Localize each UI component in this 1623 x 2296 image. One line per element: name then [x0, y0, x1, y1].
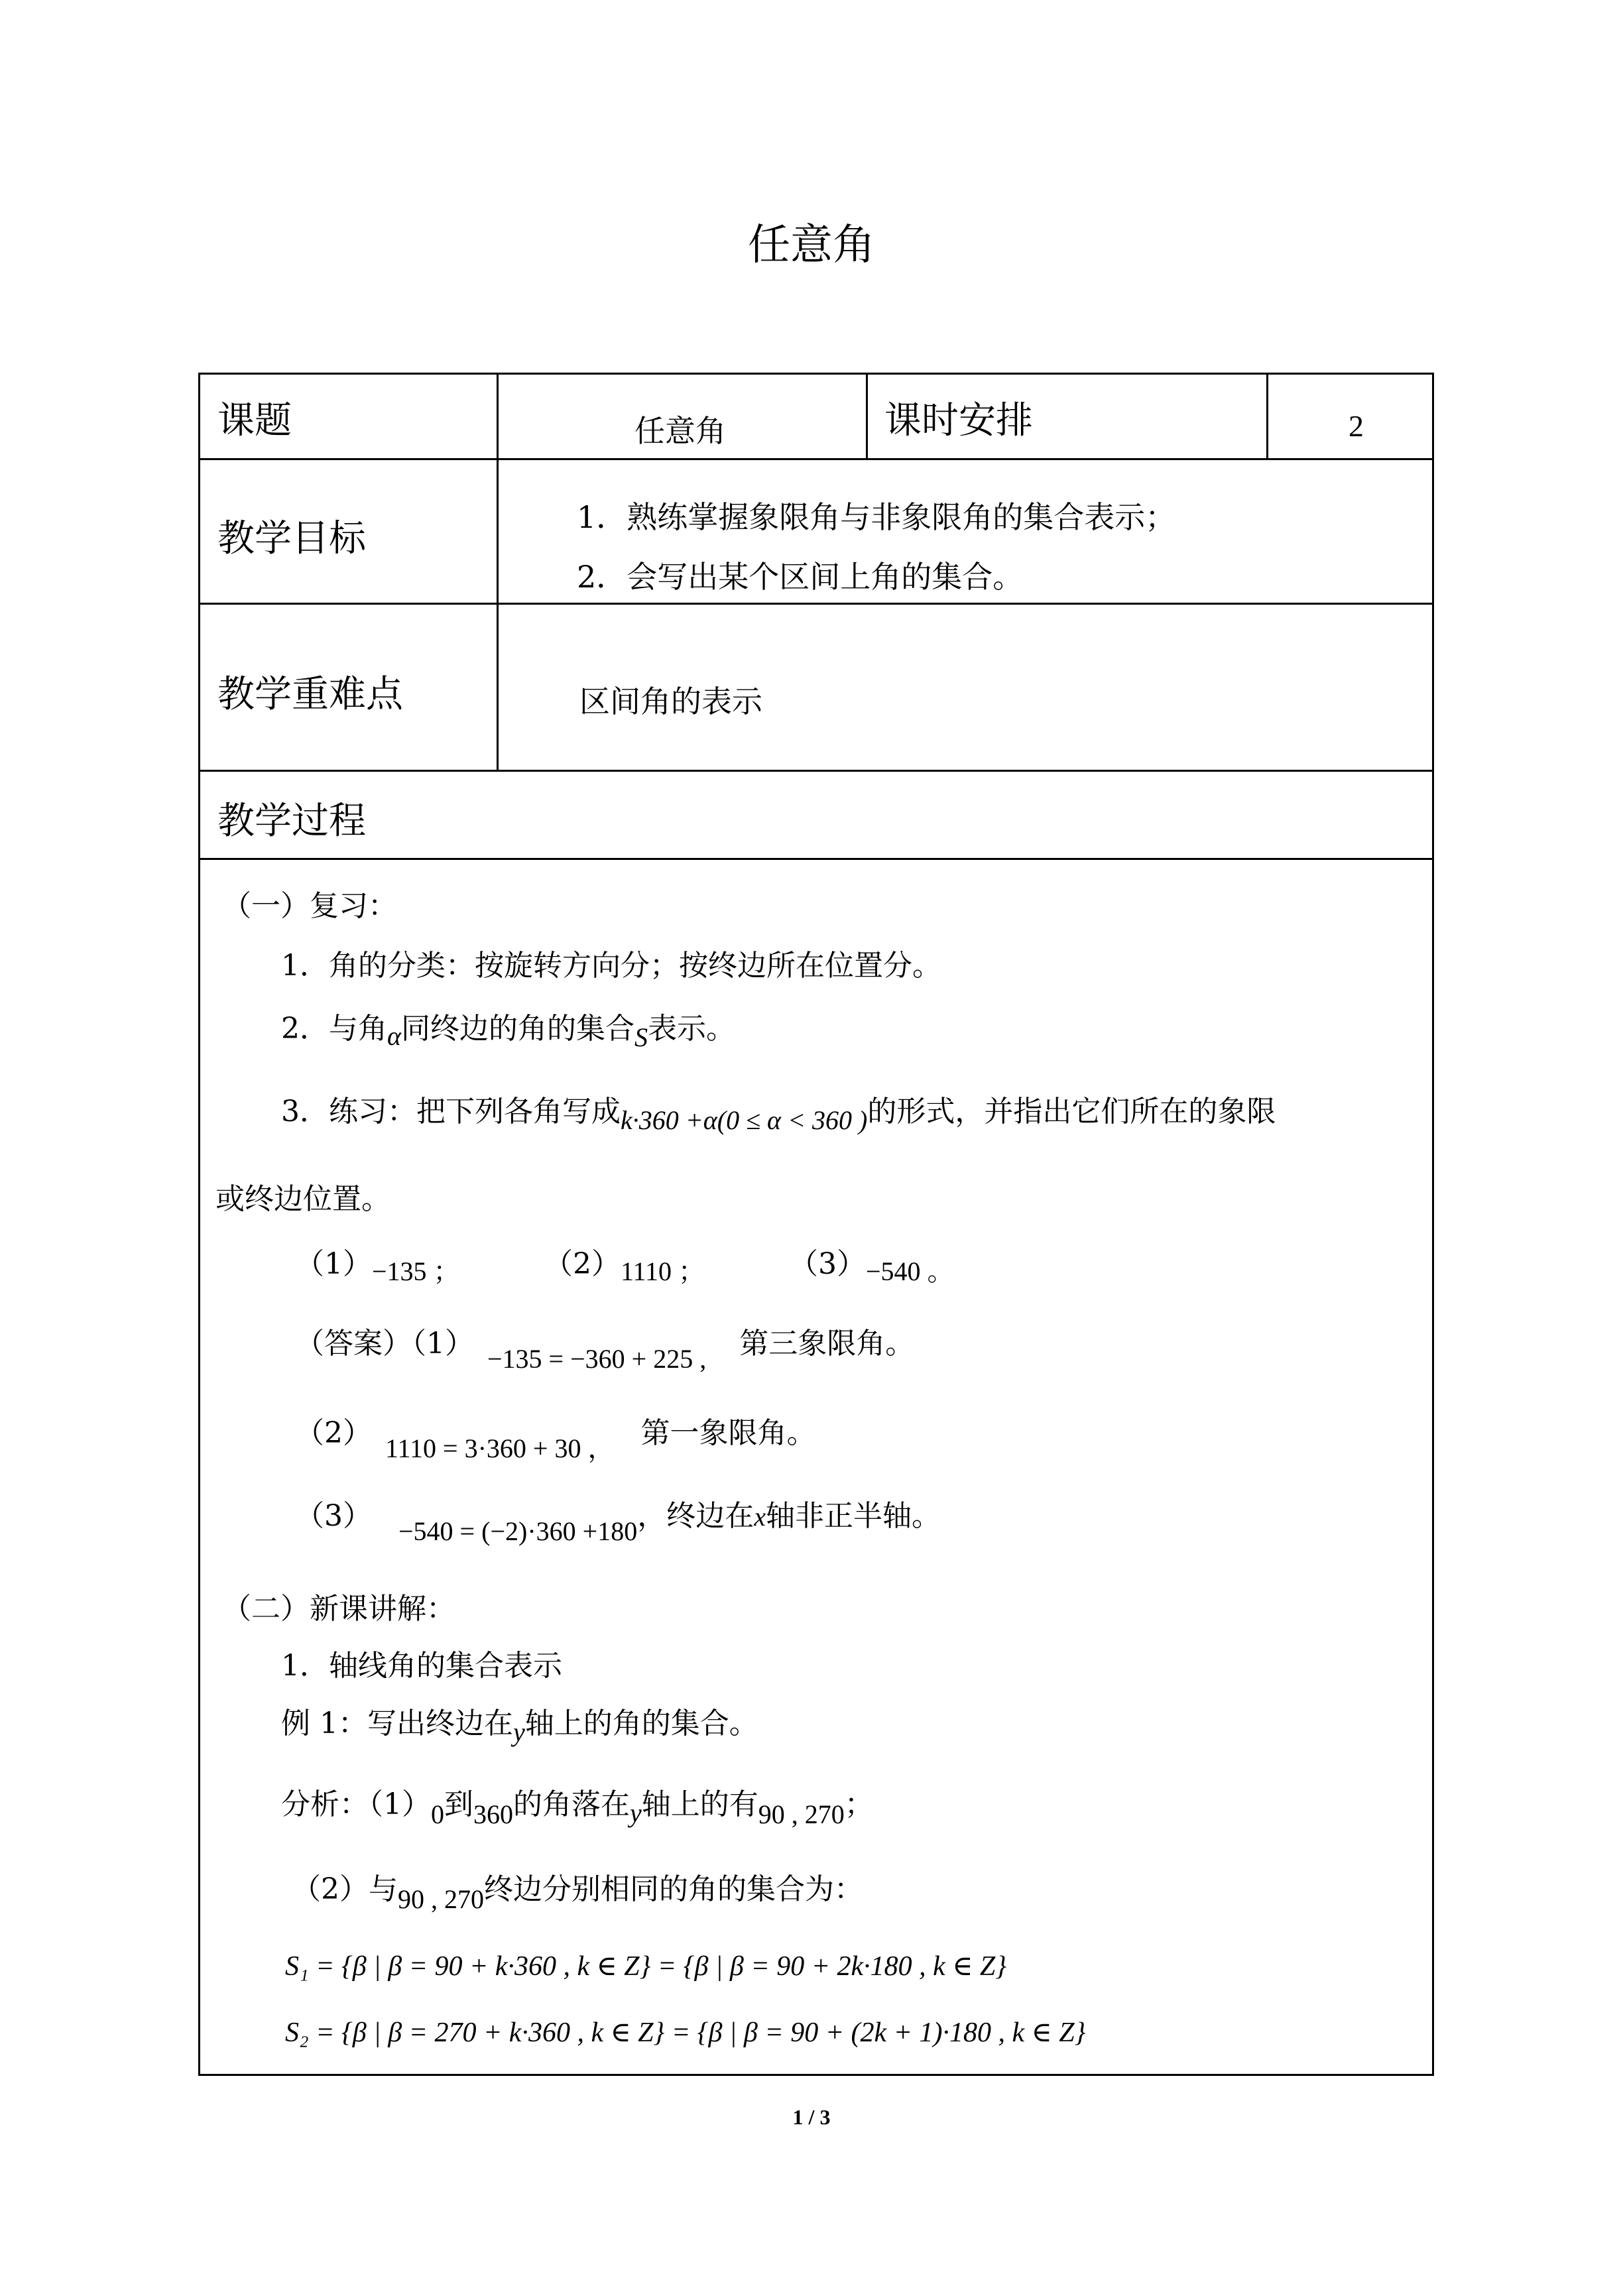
analysis-1: 分析：（1）0到360的角落在y轴上的有90 , 270；	[281, 1787, 874, 1829]
row-divider	[198, 858, 1434, 860]
row-divider	[198, 458, 1434, 460]
answer-3-formula: −540 = (−2)·360 +180	[398, 1516, 638, 1546]
row-divider	[198, 603, 1434, 605]
process-label: 教学过程	[217, 800, 366, 843]
review-item-2: 2．与角α同终边的角的集合S表示。	[281, 1012, 735, 1052]
answer-3: （3） −540 = (−2)·360 +180，终边在x轴非正半轴。	[295, 1499, 941, 1546]
answer-1: （答案）（1） −135 = −360 + 225 , 第三象限角。	[295, 1327, 915, 1374]
period-label: 课时安排	[884, 399, 1033, 442]
review-item-1: 1．角的分类：按旋转方向分；按终边所在位置分。	[281, 949, 941, 983]
column-divider	[866, 373, 868, 459]
goal-item: 1．熟练掌握象限角与非象限角的集合表示；	[577, 499, 1176, 535]
page-title: 任意角	[748, 221, 875, 270]
goal-item: 2．会写出某个区间上角的集合。	[577, 559, 1024, 595]
newlesson-item-1: 1．轴线角的集合表示	[281, 1649, 562, 1683]
answer-2-formula: 1110 = 3·360 + 30 ，	[385, 1433, 615, 1463]
exercise-3: （3）−540 。	[789, 1247, 954, 1286]
answer-2: （2） 1110 = 3·360 + 30 ， 第一象限角。	[295, 1416, 816, 1463]
review-item-3: 3．练习：把下列各角写成k·360 +α(0 ≤ α < 360 )的形式，并指出它们所在的象限	[281, 1095, 1276, 1135]
exercise-1: （1）−135 ；	[295, 1247, 460, 1286]
row-divider	[198, 770, 1434, 772]
period-value: 2	[1349, 409, 1364, 443]
exercise-formula: k·360 +α(0 ≤ α < 360 )	[621, 1105, 868, 1135]
newlesson-heading: （二）新课讲解：	[222, 1592, 455, 1626]
page-number: 1 / 3	[792, 2105, 831, 2129]
topic-label: 课题	[217, 399, 292, 442]
set-symbol: S	[634, 1022, 648, 1052]
set-formula-s1: S₁ = {β | β = 90 + k·360 , k ∈ Z} = {β | β = 90 + 2k·180 , k ∈ Z}	[285, 1951, 1007, 1982]
keypoints-label: 教学重难点	[217, 673, 403, 716]
column-divider	[1266, 373, 1268, 459]
review-heading: （一）复习：	[222, 889, 397, 923]
analysis-2: （2）与90 , 270终边分别相同的角的集合为：	[292, 1872, 863, 1914]
alpha-symbol: α	[387, 1021, 401, 1051]
answer-1-formula: −135 = −360 + 225 ,	[487, 1344, 707, 1374]
example-1: 例 1：写出终边在y轴上的角的集合。	[281, 1707, 758, 1747]
exercise-2: （2）1110 ；	[544, 1247, 705, 1286]
review-item-3-cont: 或终边位置。	[215, 1182, 391, 1216]
keypoints-value: 区间角的表示	[579, 684, 762, 719]
set-formula-s2: S₂ = {β | β = 270 + k·360 , k ∈ Z} = {β | β = 90 + (2k + 1)·180 , k ∈ Z}	[285, 2018, 1086, 2048]
goals-label: 教学目标	[217, 517, 366, 560]
column-divider	[497, 373, 499, 770]
topic-value: 任意角	[634, 413, 726, 449]
